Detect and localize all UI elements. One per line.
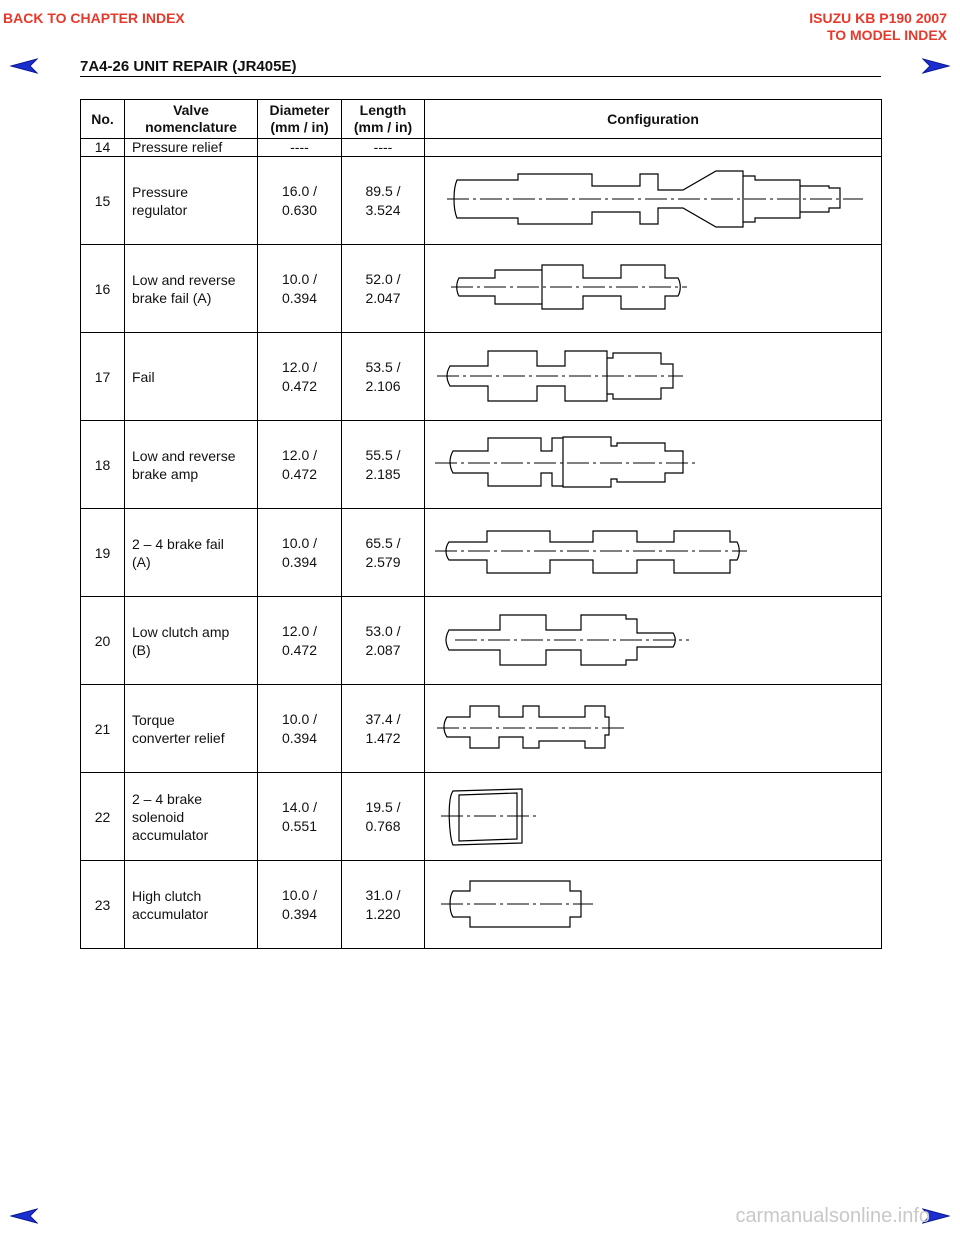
low-reverse-brake-amp-valve-drawing (425, 421, 882, 508)
row-number: 18 (81, 421, 125, 509)
diameter-in: 0.472 (281, 377, 318, 394)
model-name: ISUZU KB P190 2007 (809, 10, 947, 26)
length-mm: 89.5 / (365, 182, 401, 199)
diameter-in: 0.394 (281, 729, 318, 746)
valve-diameter: ---- (258, 139, 342, 157)
length-mm: 53.5 / (365, 358, 401, 375)
col-header-diameter (258, 100, 342, 139)
valve-length: ---- (342, 139, 425, 157)
valve-diameter (258, 245, 342, 333)
length-mm: 55.5 / (365, 446, 401, 463)
col-header-diameter-line2: (mm / in) (270, 119, 329, 135)
valve-configuration (425, 333, 882, 421)
valve-name (125, 245, 258, 333)
col-header-diameter-line1: Diameter (269, 102, 330, 118)
length-mm: 52.0 / (365, 270, 401, 287)
valve-configuration (425, 421, 882, 509)
valve-name: Fail (125, 333, 258, 421)
2-4-brake-fail-a-valve-drawing (425, 509, 882, 596)
valve-configuration (425, 157, 882, 245)
watermark-logo: carmanualsonline.info (735, 1205, 930, 1227)
length-mm: 65.5 / (365, 534, 401, 551)
length-in: 2.047 (365, 289, 401, 306)
valve-name (125, 597, 258, 685)
valve-name-line1: High clutch (132, 887, 202, 904)
diameter-in: 0.472 (281, 641, 318, 658)
valve-diameter (258, 333, 342, 421)
row-number: 22 (81, 773, 125, 861)
valve-configuration (425, 685, 882, 773)
valve-name (125, 773, 258, 861)
valve-length (342, 685, 425, 773)
diameter-in: 0.551 (281, 817, 318, 834)
valve-name-line2: (B) (132, 641, 151, 658)
diameter-mm: 12.0 / (281, 446, 318, 463)
page-header-title: 7A4-26 UNIT REPAIR (JR405E) (80, 58, 297, 75)
valve-name-line2: brake amp (132, 465, 199, 482)
valve-name-line2: converter relief (132, 729, 225, 746)
table-row (81, 333, 882, 421)
valve-length (342, 509, 425, 597)
col-header-configuration: Configuration (425, 100, 882, 139)
length-in: 3.524 (365, 201, 401, 218)
to-model-index-label: TO MODEL INDEX (826, 27, 947, 43)
length-mm: 19.5 / (365, 798, 401, 815)
row-number: 23 (81, 861, 125, 949)
valve-configuration (425, 773, 882, 861)
length-in: 2.185 (365, 465, 401, 482)
table-row (81, 685, 882, 773)
row-number: 16 (81, 245, 125, 333)
length-in: 0.768 (365, 817, 401, 834)
valve-configuration (425, 509, 882, 597)
diameter-mm: 12.0 / (281, 358, 318, 375)
length-in: 2.579 (365, 553, 401, 570)
valve-name-line3: accumulator (132, 826, 209, 843)
valve-diameter (258, 421, 342, 509)
length-in: 1.472 (365, 729, 401, 746)
pressure-regulator-valve-drawing (425, 157, 882, 244)
length-mm: 31.0 / (365, 886, 401, 903)
valve-name-line2: brake fail (A) (132, 289, 212, 306)
valve-name (125, 685, 258, 773)
table-row (81, 139, 882, 157)
valve-name-line2: accumulator (132, 905, 209, 922)
row-number: 14 (81, 139, 125, 157)
row-number: 19 (81, 509, 125, 597)
diameter-mm: 10.0 / (281, 710, 318, 727)
torque-converter-relief-valve-drawing (425, 685, 882, 772)
valve-spec-table (80, 99, 882, 949)
diameter-mm: 10.0 / (281, 886, 318, 903)
table-header-row (81, 100, 882, 139)
diameter-in: 0.394 (281, 553, 318, 570)
col-header-no: No. (81, 100, 125, 139)
col-header-length-line2: (mm / in) (353, 119, 413, 135)
col-header-valve-line1: Valve (173, 102, 209, 118)
fail-valve-drawing (425, 333, 882, 420)
valve-length (342, 157, 425, 245)
table-row (81, 861, 882, 949)
diameter-in: 0.394 (281, 289, 318, 306)
valve-name-line2: regulator (132, 201, 188, 218)
row-number: 21 (81, 685, 125, 773)
table-row (81, 509, 882, 597)
diameter-in: 0.472 (281, 465, 318, 482)
valve-diameter (258, 157, 342, 245)
diameter-in: 0.630 (281, 201, 318, 218)
col-header-length (342, 100, 425, 139)
diameter-mm: 10.0 / (281, 534, 318, 551)
low-reverse-brake-fail-a-valve-drawing (425, 245, 882, 332)
high-clutch-accumulator-drawing (425, 861, 882, 948)
model-index-link[interactable] (809, 10, 947, 44)
valve-name-line1: Pressure (132, 183, 189, 200)
col-header-length-line1: Length (359, 102, 407, 118)
valve-name-line1: 2 – 4 brake (132, 790, 203, 807)
table-row (81, 597, 882, 685)
diameter-mm: 10.0 / (281, 270, 318, 287)
valve-name: Pressure relief (125, 139, 258, 157)
table-row (81, 421, 882, 509)
diameter-mm: 12.0 / (281, 622, 318, 639)
valve-length (342, 597, 425, 685)
diameter-mm: 16.0 / (281, 182, 318, 199)
table-row (81, 245, 882, 333)
row-number: 20 (81, 597, 125, 685)
valve-length (342, 773, 425, 861)
valve-configuration (425, 245, 882, 333)
length-in: 2.106 (365, 377, 401, 394)
valve-name-line1: Low clutch amp (132, 623, 230, 640)
length-in: 2.087 (365, 641, 401, 658)
back-to-chapter-index-link[interactable]: BACK TO CHAPTER INDEX (3, 10, 185, 26)
arrow-left-icon[interactable] (10, 1208, 38, 1224)
valve-length (342, 861, 425, 949)
diameter-mm: 14.0 / (281, 798, 318, 815)
valve-diameter (258, 861, 342, 949)
valve-name (125, 509, 258, 597)
length-in: 1.220 (365, 905, 401, 922)
2-4-brake-solenoid-accumulator-drawing (425, 773, 882, 860)
table-row (81, 157, 882, 245)
table-row (81, 773, 882, 861)
col-header-valve-line2: nomenclature (145, 119, 237, 135)
valve-configuration (425, 139, 882, 157)
valve-name-line1: Torque (132, 711, 175, 728)
arrow-right-icon[interactable] (922, 58, 950, 74)
valve-length (342, 421, 425, 509)
col-header-valve (125, 100, 258, 139)
arrow-left-icon[interactable] (10, 58, 38, 74)
valve-name-line2: solenoid (132, 808, 185, 825)
valve-diameter (258, 509, 342, 597)
valve-name (125, 421, 258, 509)
valve-name-line1: 2 – 4 brake fail (132, 535, 224, 552)
valve-diameter (258, 685, 342, 773)
low-clutch-amp-b-valve-drawing (425, 597, 882, 684)
diameter-in: 0.394 (281, 905, 318, 922)
valve-length (342, 333, 425, 421)
valve-name (125, 157, 258, 245)
row-number: 17 (81, 333, 125, 421)
row-number: 15 (81, 157, 125, 245)
length-mm: 53.0 / (365, 622, 401, 639)
valve-name-line1: Low and reverse (132, 271, 236, 288)
valve-diameter (258, 597, 342, 685)
valve-name-line2: (A) (132, 553, 151, 570)
length-mm: 37.4 / (365, 710, 401, 727)
valve-diameter (258, 773, 342, 861)
header-divider (80, 76, 881, 77)
valve-name-line1: Low and reverse (132, 447, 236, 464)
valve-length (342, 245, 425, 333)
valve-configuration (425, 597, 882, 685)
valve-name (125, 861, 258, 949)
valve-configuration (425, 861, 882, 949)
